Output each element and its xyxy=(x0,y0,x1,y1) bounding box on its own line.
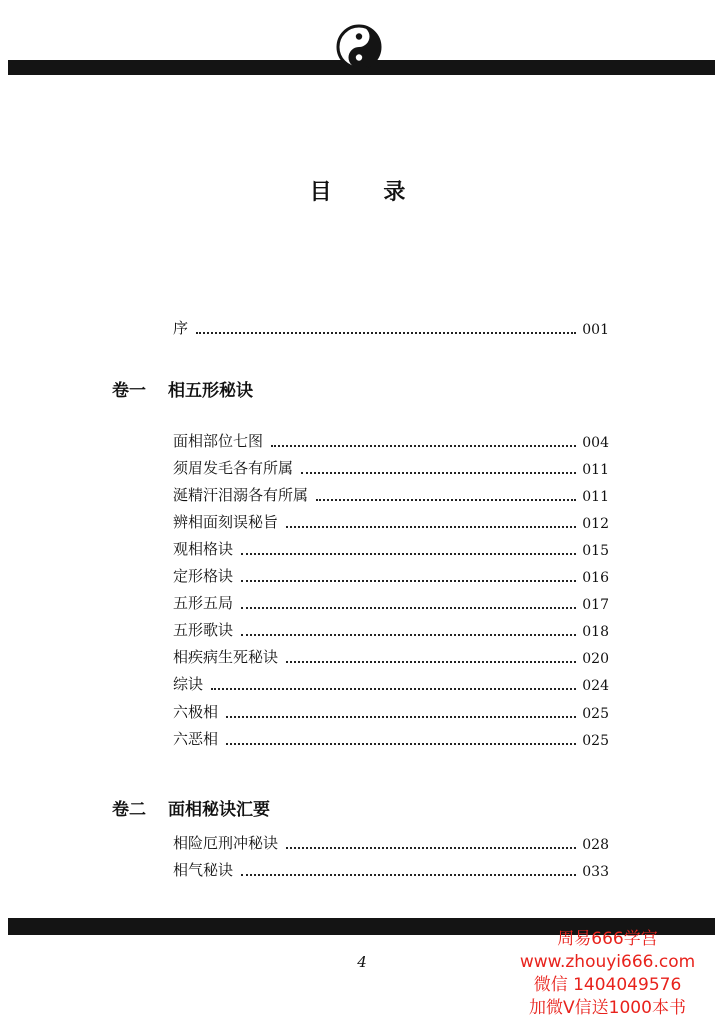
dot-leader xyxy=(301,471,576,474)
toc-entry[interactable] xyxy=(173,537,609,559)
entry-label: 序 xyxy=(173,319,189,337)
watermark-line: 加微V信送1000本书 xyxy=(529,998,686,1018)
toc-entry[interactable] xyxy=(173,645,609,667)
section-number: 卷一 xyxy=(112,381,146,401)
dot-leader xyxy=(286,660,576,663)
dot-leader xyxy=(316,498,576,501)
entry-page: 016 xyxy=(582,570,609,586)
entry-page: 024 xyxy=(582,678,609,694)
section-title: 面相秘诀汇要 xyxy=(168,800,270,820)
toc-entry[interactable] xyxy=(173,858,609,880)
toc-entry[interactable] xyxy=(173,429,609,451)
entry-label: 六恶相 xyxy=(173,730,219,748)
entry-label: 定形格诀 xyxy=(173,567,234,585)
entry-page: 012 xyxy=(582,516,609,532)
dot-leader xyxy=(226,742,576,745)
dot-leader xyxy=(196,331,576,334)
entry-page: 020 xyxy=(582,651,609,667)
watermark xyxy=(500,928,715,1020)
entry-label: 相气秘诀 xyxy=(173,861,234,879)
entry-label: 相疾病生死秘诀 xyxy=(173,648,279,666)
taiji-icon xyxy=(336,24,382,70)
watermark-line: 周易666学宫 xyxy=(557,929,658,949)
entry-label: 面相部位七图 xyxy=(173,432,264,450)
watermark-line: www.zhouyi666.com xyxy=(519,952,696,972)
section-title: 相五形秘诀 xyxy=(168,381,253,401)
entry-page: 015 xyxy=(582,543,609,559)
entry-label: 五形歌诀 xyxy=(173,621,234,639)
toc-entry[interactable] xyxy=(173,727,609,749)
toc-entry-preface[interactable] xyxy=(173,316,609,338)
section-number: 卷二 xyxy=(112,800,146,820)
entry-label: 六极相 xyxy=(173,703,219,721)
dot-leader xyxy=(211,687,576,690)
dot-leader xyxy=(271,444,576,447)
entry-page: 028 xyxy=(582,837,609,853)
entry-page: 011 xyxy=(582,462,609,478)
dot-leader xyxy=(286,525,576,528)
toc-entry[interactable] xyxy=(173,456,609,478)
toc-entry[interactable] xyxy=(173,700,609,722)
dot-leader xyxy=(241,873,576,876)
page-number: 4 xyxy=(357,953,367,971)
toc-entry[interactable] xyxy=(173,618,609,640)
entry-page: 025 xyxy=(582,706,609,722)
toc-entry[interactable] xyxy=(173,483,609,505)
entry-page: 011 xyxy=(582,489,609,505)
page-title: 目 录 xyxy=(309,180,428,205)
dot-leader xyxy=(226,715,576,718)
watermark-line: 微信 1404049576 xyxy=(533,975,682,995)
entry-page: 025 xyxy=(582,733,609,749)
dot-leader xyxy=(241,552,576,555)
dot-leader xyxy=(241,633,576,636)
entry-label: 涎精汗泪溺各有所属 xyxy=(173,486,309,504)
toc-entry[interactable] xyxy=(173,591,609,613)
toc-entry[interactable] xyxy=(173,831,609,853)
entry-label: 辨相面刻误秘旨 xyxy=(173,513,279,531)
toc-entry[interactable] xyxy=(173,564,609,586)
entry-label: 综诀 xyxy=(173,675,204,693)
toc-entry[interactable] xyxy=(173,510,609,532)
entry-page: 018 xyxy=(582,624,609,640)
toc-entry[interactable] xyxy=(173,672,609,694)
entry-label: 须眉发毛各有所属 xyxy=(173,459,294,477)
section-heading-2 xyxy=(112,795,270,820)
entry-page: 004 xyxy=(582,435,609,451)
dot-leader xyxy=(241,579,576,582)
entry-page: 017 xyxy=(582,597,609,613)
section-heading-1 xyxy=(112,376,253,401)
entry-label: 相险厄刑冲秘诀 xyxy=(173,834,279,852)
dot-leader xyxy=(286,846,576,849)
entry-page: 033 xyxy=(582,864,609,880)
dot-leader xyxy=(241,606,576,609)
entry-label: 五形五局 xyxy=(173,594,234,612)
entry-page: 001 xyxy=(582,322,609,338)
entry-label: 观相格诀 xyxy=(173,540,234,558)
